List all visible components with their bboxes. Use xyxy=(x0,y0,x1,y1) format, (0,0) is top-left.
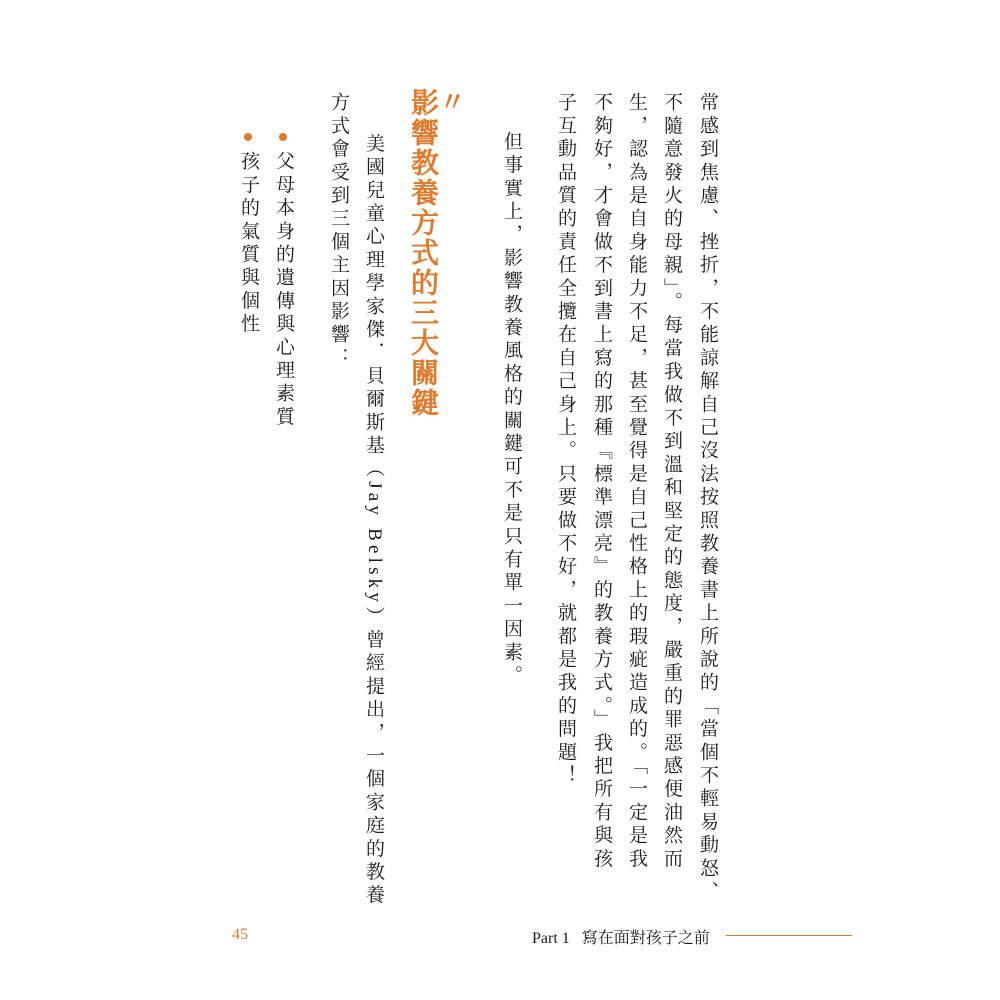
footer-rule xyxy=(726,935,852,936)
body-paragraph-3-line-2: 方式會受到三個主因影響： xyxy=(328,92,350,371)
bullet-dot-icon xyxy=(244,133,252,141)
p3-text-a: 美國兒童心理學家傑．貝爾斯基（ xyxy=(363,110,385,482)
body-paragraph-2: 但事實上，影響教養風格的關鍵可不是只有單一因素。 xyxy=(501,108,523,688)
bullet-item-2: 孩子的氣質與個性 xyxy=(238,151,260,337)
p3-text-b: ）曾經提出，一個家庭的教養 xyxy=(363,606,385,908)
running-head xyxy=(532,925,710,948)
body-line-3: 生，認為是自身能力不足，甚至覺得是自己性格上的瑕疵造成的。「一定是我 xyxy=(626,92,648,872)
section-heading xyxy=(409,88,463,418)
bullet-item-1: 父母本身的遺傳與心理素質 xyxy=(273,151,295,430)
chapter-title: 寫在面對孩子之前 xyxy=(581,930,710,947)
body-paragraph-3-line-1 xyxy=(364,110,384,908)
page-number: 45 xyxy=(232,926,248,943)
section-heading-text: 影響教養方式的三大關鍵 xyxy=(407,88,440,418)
p3-latin-name: Jay Belsky xyxy=(364,481,385,607)
body-line-2: 不隨意發火的母親」。每當我做不到溫和堅定的態度，嚴重的罪惡感便油然而 xyxy=(661,92,683,872)
body-line-4: 不夠好，才會做不到書上寫的那種『標準漂亮』的教養方式。」我把所有與孩 xyxy=(591,92,613,872)
heading-quote-icon: 〃 xyxy=(435,88,465,114)
part-label: Part 1 xyxy=(532,930,570,947)
body-line-5: 子互動品質的責任全攬在自己身上。只要做不好，就都是我的問題！ xyxy=(555,92,577,788)
bullet-dot-icon xyxy=(279,133,287,141)
body-line-1: 常感到焦慮、挫折，不能諒解自己沒法按照教養書上所說的「當個不輕易動怒、 xyxy=(697,92,719,904)
